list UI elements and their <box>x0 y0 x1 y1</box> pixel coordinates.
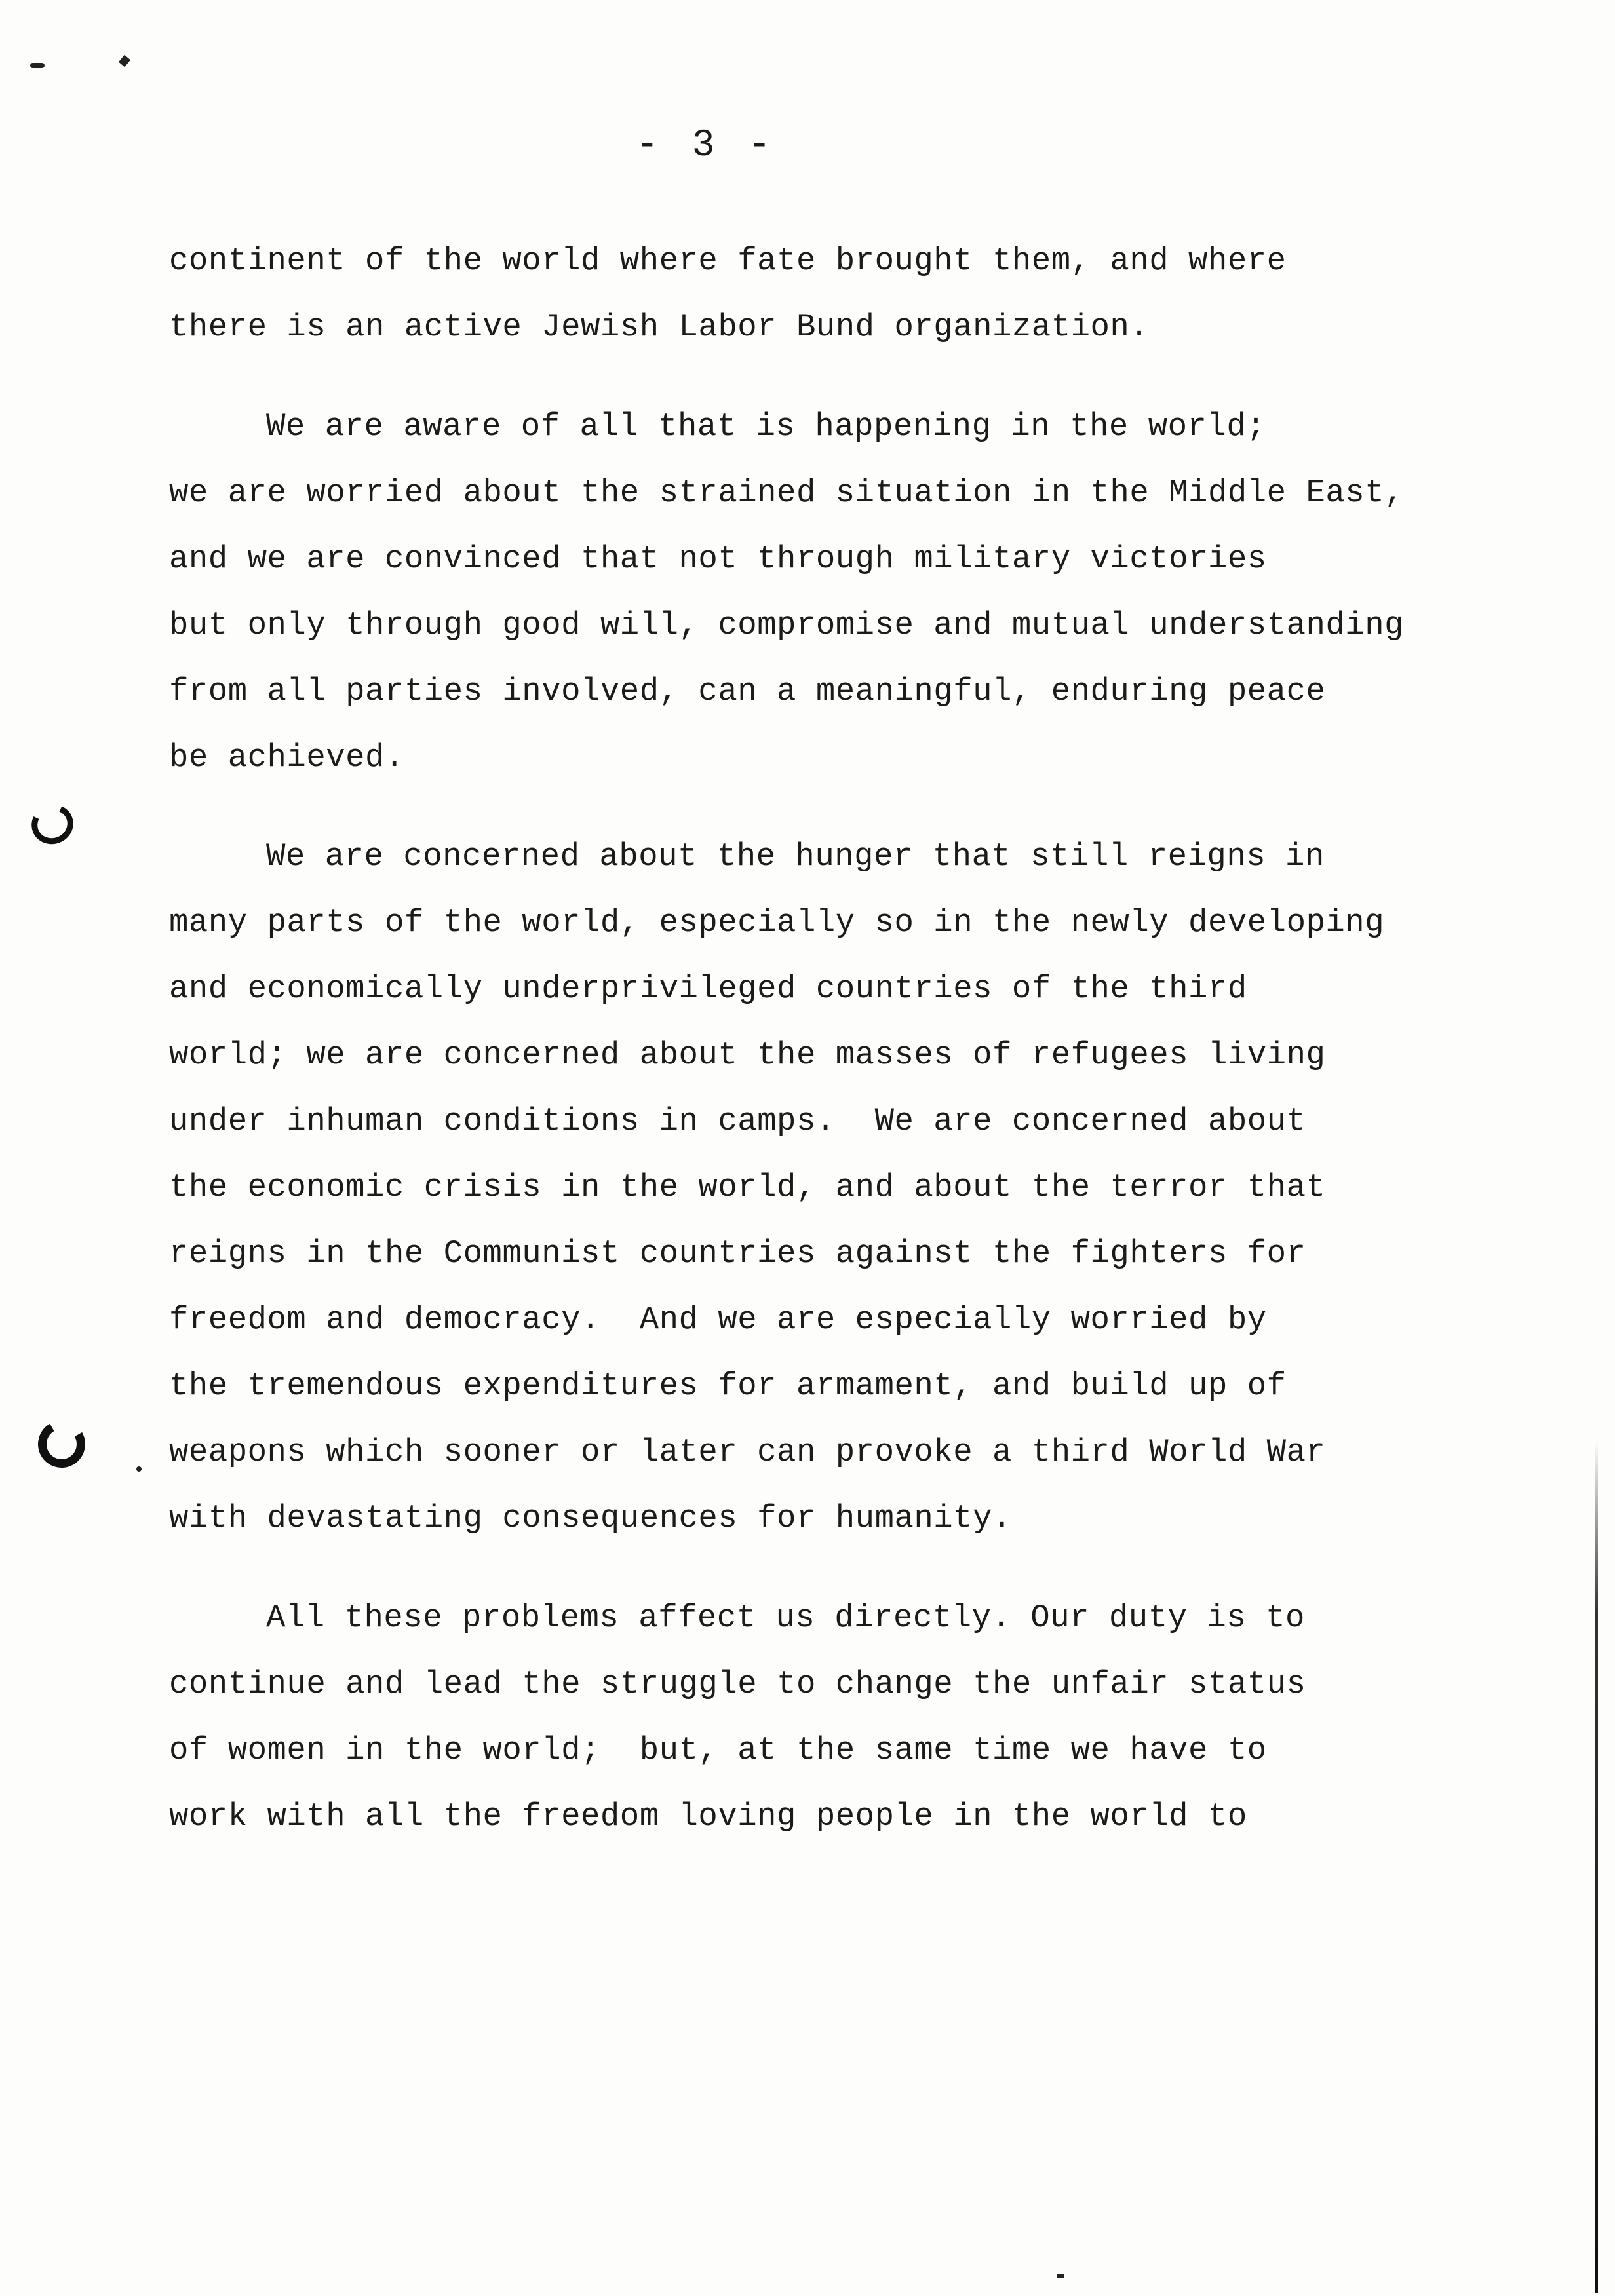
text-line: but only through good will, compromise and mutual understanding <box>169 607 1405 643</box>
text-line: We are aware of all that is happening in the world; <box>266 408 1266 445</box>
ink-speck <box>136 1466 142 1472</box>
text-line: work with all the freedom loving people in the world to <box>169 1798 1247 1835</box>
ink-speck <box>30 63 45 68</box>
binder-hole-mark <box>33 1415 90 1473</box>
text-line: of women in the world; but, at the same time we have to <box>169 1732 1267 1769</box>
text-line: and economically underprivileged countries of the third <box>169 970 1247 1007</box>
text-line: continent of the world where fate brought them, and where <box>169 242 1287 279</box>
ink-speck <box>1057 2274 1064 2278</box>
text-line: weapons which sooner or later can provoke a third World War <box>169 1434 1326 1470</box>
page-number: - 3 - <box>636 124 777 167</box>
text-line: All these problems affect us directly. Our duty is to <box>266 1599 1305 1636</box>
page-edge-shadow <box>1595 1442 1598 2293</box>
text-line: many parts of the world, especially so in the newly developing <box>169 904 1385 941</box>
text-line: world; we are concerned about the masses of refugees living <box>169 1037 1326 1073</box>
text-line: and we are convinced that not through military victories <box>169 541 1267 577</box>
ink-speck <box>119 55 130 67</box>
text-line: under inhuman conditions in camps. We are concerned about <box>169 1103 1306 1139</box>
text-line: the economic crisis in the world, and about the terror that <box>169 1169 1326 1206</box>
text-line: from all parties involved, can a meaningful, enduring peace <box>169 673 1326 710</box>
text-line: there is an active Jewish Labor Bund organization. <box>169 309 1150 345</box>
text-line: we are worried about the strained situation in the Middle East, <box>169 474 1405 511</box>
text-line: freedom and democracy. And we are especially worried by <box>169 1301 1267 1338</box>
text-line: with devastating consequences for humanity. <box>169 1500 1012 1537</box>
text-line: reigns in the Communist countries against the fighters for <box>169 1235 1306 1272</box>
text-line: the tremendous expenditures for armament, and build up of <box>169 1368 1287 1404</box>
text-line: continue and lead the struggle to change the unfair status <box>169 1666 1306 1702</box>
text-line: We are concerned about the hunger that still reigns in <box>266 838 1325 875</box>
text-line: be achieved. <box>169 739 404 776</box>
binder-hole-mark <box>26 799 79 850</box>
